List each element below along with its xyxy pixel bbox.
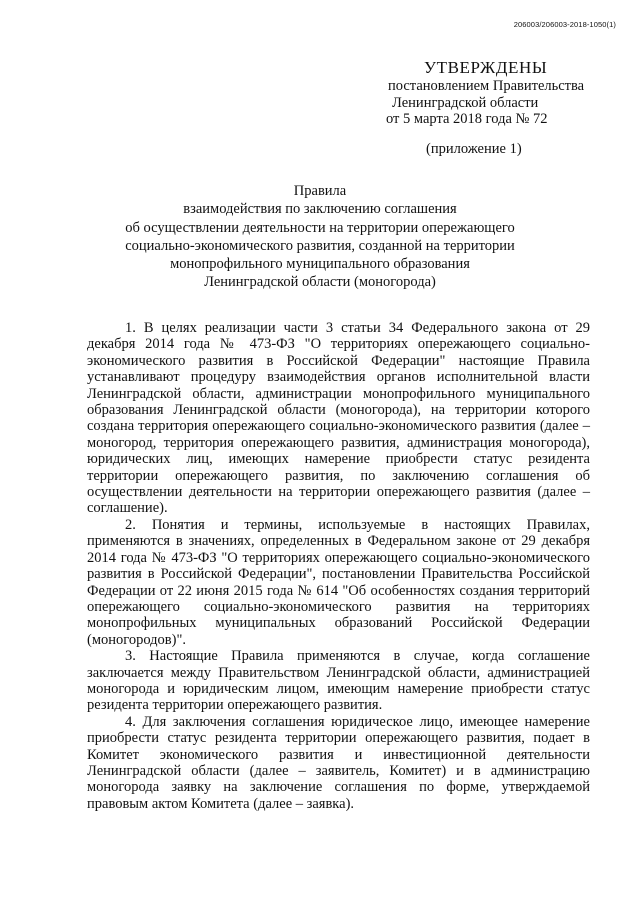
heading-line: Ленинградской области (моногорода) xyxy=(204,274,436,291)
heading-line: об осуществлении деятельности на территории опережающего xyxy=(125,219,515,236)
paragraph-2: 2. Понятия и термины, используемые в настоящих Правилах, применяются в значениях, определенных в Федеральном законе от 29 декабря 2014 года № 473-ФЗ "О территориях опережающего социально-экономического развития в Российской Федерации", постановлении Правительства Российской Федерации от 22 июня 2015 года № 614 "Об особенностях создания территорий опережающего социально-экономического развития на территориях монопрофильных муниципальных образований Российской Федерации (моногородов)". xyxy=(87,516,590,648)
heading-line: социально-экономического развития, созданной на территории xyxy=(125,237,515,254)
approval-title: УТВЕРЖДЕНЫ xyxy=(424,58,548,77)
approval-line-2: Ленинградской области xyxy=(392,94,539,111)
document-heading xyxy=(100,182,540,292)
document-id: 206003/206003-2018-1050(1) xyxy=(513,20,616,29)
heading-line: Правила xyxy=(293,183,347,199)
approval-line-3: от 5 марта 2018 года № 72 xyxy=(386,111,548,127)
approval-annex: (приложение 1) xyxy=(426,140,522,157)
paragraph-4: 4. Для заключения соглашения юридическое лицо, имеющее намерение приобрести статус резидента территории опережающего развития, подает в Комитет экономического развития и инвестиционной деятельности Ленинградской области (далее – заявитель, Комитет) и в администрацию моногорода заявку на заключение соглашения по форме, утверждаемой правовым актом Комитета (далее – заявка). xyxy=(87,713,590,812)
heading-line: взаимодействия по заключению соглашения xyxy=(183,201,457,218)
paragraph-1: 1. В целях реализации части 3 статьи 34 Федерального закона от 29 декабря 2014 года № 473-ФЗ "О территориях опережающего социально-экономического развития в Российской Федерации" настоящие Правила устанавливают процедуру взаимодействия органов исполнительной власти Ленинградской области, администрации монопрофильного муниципального образования Ленинградской области (моногорода), на территории которого создана территория опережающего социально-экономического развития (далее – моногород, территория опережающего развития, администрация моногорода), юридических лиц, имеющих намерение приобрести статус резидента территории опережающего развития, по заключению соглашения об осуществлении деятельности на территории опережающего развития (далее – соглашение). xyxy=(87,320,590,517)
approval-block xyxy=(386,58,610,157)
paragraph-3: 3. Настоящие Правила применяются в случае, когда соглашение заключается между Правительством Ленинградской области, администрацией моногорода и юридическим лицом, имеющим намерение приобрести статус резидента территории опережающего развития. xyxy=(87,648,590,714)
document-body xyxy=(87,320,590,812)
approval-line-1: постановлением Правительства xyxy=(388,78,585,94)
heading-line: монопрофильного муниципального образования xyxy=(170,256,470,273)
